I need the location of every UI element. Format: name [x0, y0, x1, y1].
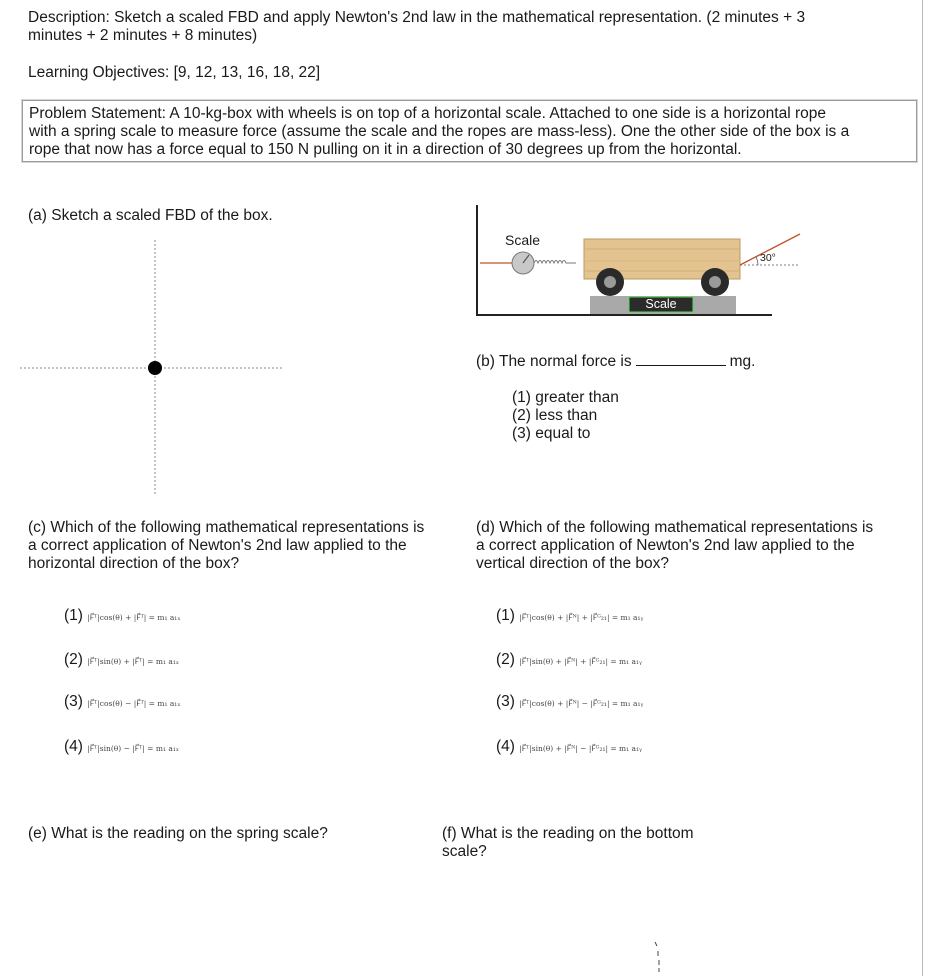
- part-b-prefix: (b) The normal force is: [476, 353, 632, 370]
- part-a-prompt: (a) Sketch a scaled FBD of the box.: [28, 207, 273, 224]
- option-number: (3): [496, 693, 515, 710]
- problem-statement-box: [22, 100, 917, 162]
- part-b-options: [512, 389, 619, 443]
- equation: |F⃗ᵀ|cos(θ) + |F⃗ᴺ| + |F⃗ᴳ₂₁| = m₁ a₁ᵧ: [519, 613, 644, 622]
- part-c-option-3: [64, 693, 181, 713]
- page-right-border: [922, 0, 923, 976]
- part-c-line-1: (c) Which of the following mathematical representations is: [28, 519, 425, 536]
- description-line-1: Description: Sketch a scaled FBD and apply Newton's 2nd law in the mathematical representation. (2 minutes + 3: [28, 9, 806, 26]
- option-number: (2): [496, 651, 515, 668]
- part-b-prompt: [476, 353, 755, 371]
- problem-statement-line-2: with a spring scale to measure force (assume the scale and the ropes are mass-less). One the other side of the box is a: [29, 123, 850, 140]
- part-d-prompt: [476, 519, 916, 573]
- part-f-line-2: scale?: [442, 843, 487, 860]
- part-d-line-1: (d) Which of the following mathematical representations is: [476, 519, 874, 536]
- left-wheel-icon: [596, 268, 624, 296]
- equation: |F⃗ᵀ|sin(θ) − |F⃗ᵀ| = m₁ a₁ₓ: [87, 744, 180, 753]
- part-b-option-3: (3) equal to: [512, 425, 591, 442]
- answer-blank[interactable]: [636, 353, 726, 366]
- part-c-option-4: [64, 738, 179, 758]
- part-b-suffix: mg.: [729, 353, 756, 370]
- part-b-option-2: (2) less than: [512, 407, 598, 424]
- part-f-prompt: [442, 825, 762, 861]
- description: [28, 9, 908, 45]
- fbd-sketch-area: [20, 235, 290, 500]
- part-e-prompt: (e) What is the reading on the spring scale?: [28, 825, 328, 842]
- part-d-option-2: [496, 651, 642, 671]
- part-f-line-1: (f) What is the reading on the bottom: [442, 825, 694, 842]
- equation: |F⃗ᵀ|sin(θ) + |F⃗ᵀ| = m₁ a₁ₓ: [87, 657, 180, 666]
- equation: |F⃗ᵀ|cos(θ) − |F⃗ᵀ| = m₁ a₁ₓ: [87, 699, 181, 708]
- bottom-scale-label: Scale: [645, 297, 677, 311]
- part-d-option-1: [496, 607, 643, 627]
- problem-statement-line-1: Problem Statement: A 10-kg-box with wheels is on top of a horizontal scale. Attached to one side is a horizontal rope: [29, 105, 826, 122]
- part-b-option-1: (1) greater than: [512, 389, 619, 406]
- part-c-option-1: [64, 607, 181, 627]
- part-c-line-2: a correct application of Newton's 2nd law applied to the: [28, 537, 407, 554]
- problem-statement: [29, 105, 909, 159]
- spring-coil-icon: [534, 261, 576, 264]
- option-number: (2): [64, 651, 83, 668]
- part-c-option-2: [64, 651, 179, 671]
- option-number: (4): [64, 738, 83, 755]
- stray-marks: [652, 938, 664, 974]
- description-line-2: minutes + 2 minutes + 8 minutes): [28, 27, 258, 44]
- problem-statement-line-3: rope that now has a force equal to 150 N pulling on it in a direction of 30 degrees up from the horizontal.: [29, 141, 742, 158]
- equation: |F⃗ᵀ|sin(θ) + |F⃗ᴺ| + |F⃗ᴳ₂₁| = m₁ a₁ᵧ: [519, 657, 642, 666]
- option-number: (4): [496, 738, 515, 755]
- part-d-line-3: vertical direction of the box?: [476, 555, 669, 572]
- angle-label: 30°: [760, 252, 776, 264]
- equation: |F⃗ᵀ|sin(θ) + |F⃗ᴺ| − |F⃗ᴳ₂₁| = m₁ a₁ᵧ: [519, 744, 642, 753]
- part-c-line-3: horizontal direction of the box?: [28, 555, 240, 572]
- spring-scale-label: Scale: [505, 232, 541, 248]
- option-number: (1): [496, 607, 515, 624]
- part-d-line-2: a correct application of Newton's 2nd law applied to the: [476, 537, 855, 554]
- box-on-scale-figure: [476, 205, 806, 317]
- part-d-option-4: [496, 738, 642, 758]
- learning-objectives: Learning Objectives: [9, 12, 13, 16, 18, 22]: [28, 64, 321, 81]
- equation: |F⃗ᵀ|cos(θ) + |F⃗ᵀ| = m₁ a₁ₓ: [87, 613, 181, 622]
- part-c-prompt: [28, 519, 468, 573]
- equation: |F⃗ᵀ|cos(θ) + |F⃗ᴺ| − |F⃗ᴳ₂₁| = m₁ a₁ᵧ: [519, 699, 644, 708]
- option-number: (1): [64, 607, 83, 624]
- part-d-option-3: [496, 693, 643, 713]
- option-number: (3): [64, 693, 83, 710]
- right-wheel-icon: [701, 268, 729, 296]
- angle-arc: [756, 257, 758, 265]
- fbd-center-dot: [148, 361, 162, 375]
